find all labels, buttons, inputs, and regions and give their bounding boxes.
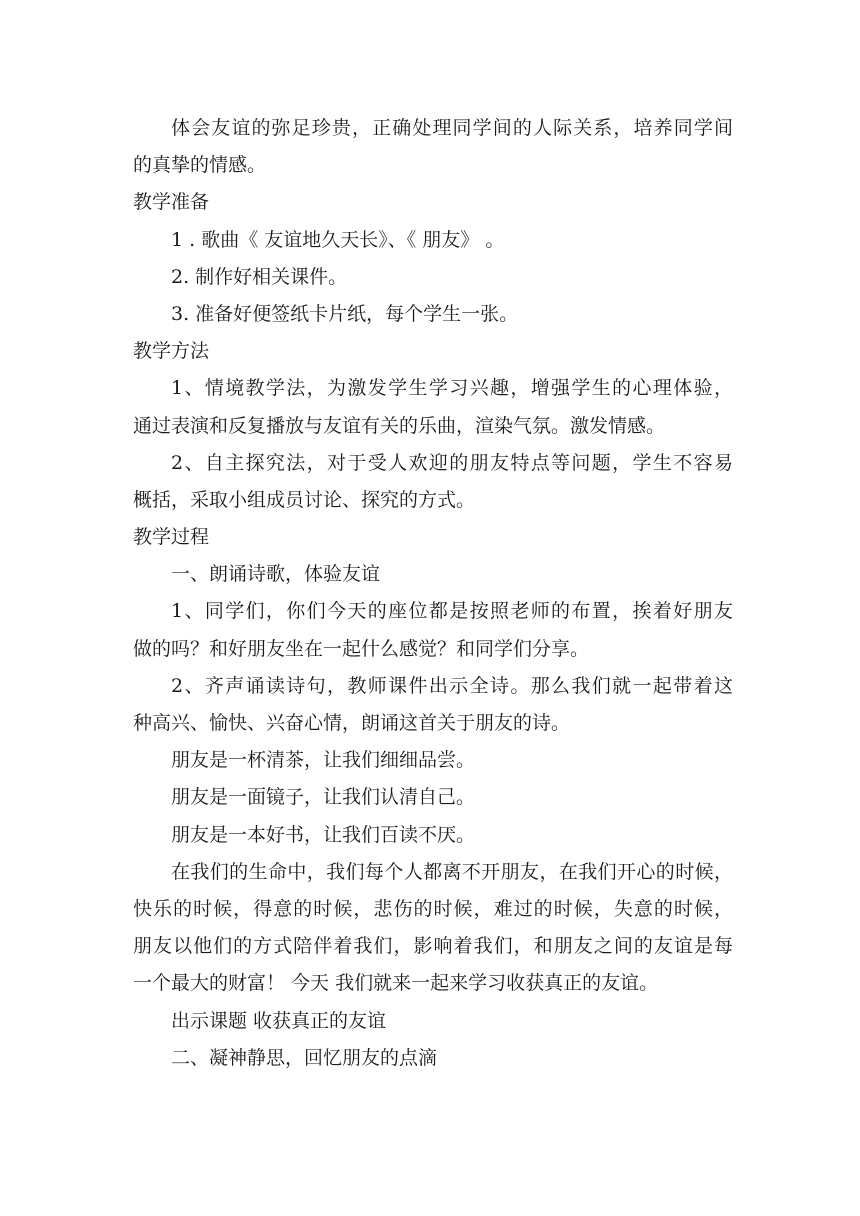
text-line: 2、自主探究法，对于受人欢迎的朋友特点等问题，学生不容易	[171, 451, 733, 474]
text-line: 做的吗？和好朋友坐在一起什么感觉？和同学们分享。	[133, 637, 590, 660]
text-line: 1、情境教学法，为激发学生学习兴趣，增强学生的心理体验，	[171, 377, 733, 400]
text-line: 教学准备	[133, 191, 210, 214]
text-line: 朋友是一面镜子，让我们认清自己。	[171, 786, 476, 809]
text-line: 在我们的生命中，我们每个人都离不开朋友，在我们开心的时候，	[171, 860, 733, 883]
text-line: 一、朗诵诗歌，体验友谊	[171, 563, 381, 586]
document-page	[133, 110, 733, 1077]
text-line: 种高兴、愉快、兴奋心情，朗诵这首关于朋友的诗。	[133, 712, 571, 734]
text-line: 通过表演和反复播放与友谊有关的乐曲，渲染气氛。激发情感。	[133, 414, 666, 437]
text-line: 教学过程	[133, 526, 210, 549]
text-line: 3. 准备好便签纸卡片纸，每个学生一张。	[171, 302, 519, 325]
text-line: 朋友以他们的方式陪伴着我们，影响着我们，和朋友之间的友谊是每	[133, 935, 733, 958]
text-line: 的真挚的情感。	[133, 154, 267, 177]
text-line: 朋友是一杯清茶，让我们细细品尝。	[171, 749, 476, 772]
text-line: 1、同学们，你们今天的座位都是按照老师的布置，挨着好朋友	[171, 600, 733, 623]
text-line: 出示课题 收获真正的友谊	[171, 1009, 387, 1032]
text-line: 1 . 歌曲《 友谊地久天长》、《 朋友》 。	[171, 228, 505, 251]
text-line: 体会友谊的弥足珍贵，正确处理同学间的人际关系，培养同学间	[171, 117, 733, 139]
text-line: 2、齐声诵读诗句，教师课件出示全诗。那么我们就一起带着这	[171, 674, 733, 697]
text-line: 教学方法	[133, 340, 210, 363]
text-line: 一个最大的财富！ 今天 我们就来一起来学习收获真正的友谊。	[133, 972, 659, 995]
text-line: 2. 制作好相关课件。	[171, 265, 348, 288]
text-line: 快乐的时候，得意的时候，悲伤的时候，难过的时候，失意的时候，	[133, 897, 733, 920]
text-line: 概括，采取小组成员讨论、探究的方式。	[133, 488, 476, 511]
text-line: 朋友是一本好书，让我们百读不厌。	[171, 823, 476, 846]
text-line: 二、凝神静思，回忆朋友的点滴	[171, 1046, 438, 1069]
